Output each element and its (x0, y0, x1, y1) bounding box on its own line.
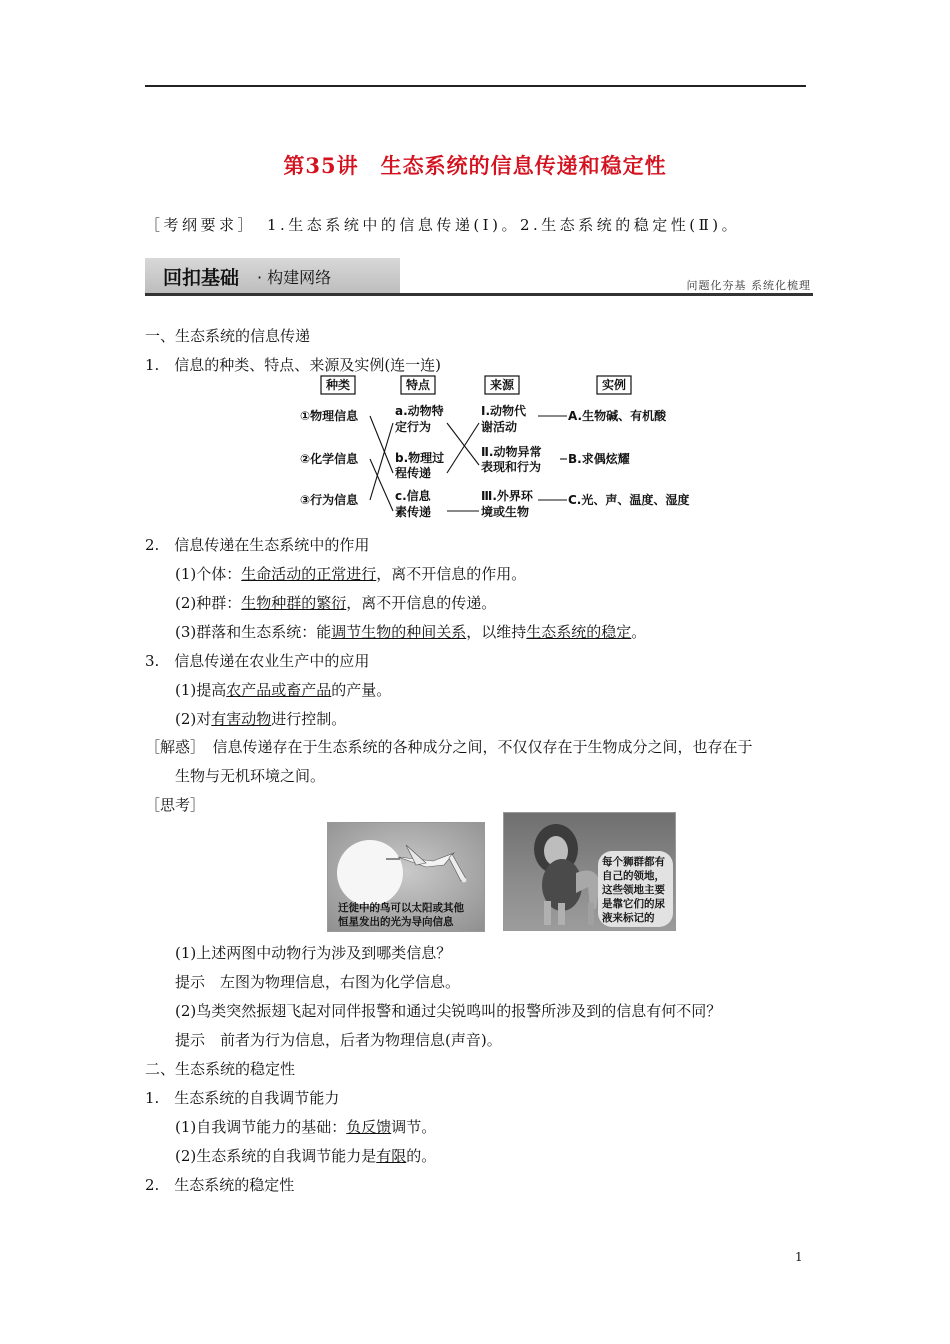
banner-subtitle: · 构建网络 (257, 268, 332, 287)
banner-tagline: 问题化夯基 系统化梳理 (686, 279, 811, 292)
page-number: 1 (795, 1250, 803, 1264)
info-type-matching-diagram (295, 373, 695, 523)
sun-icon (337, 840, 403, 906)
header-feature: 特点 (405, 378, 431, 392)
section-banner (145, 258, 813, 296)
item-2-2: 2. 生态系统的稳定性 (145, 1176, 295, 1194)
header-source: 来源 (489, 378, 515, 392)
lion-territory-image (503, 812, 676, 931)
clarification-line-2: 生物与无机环境之间。 (175, 767, 326, 785)
feature-c-2: 素传递 (395, 505, 432, 519)
section-1-heading: 一、生态系统的信息传递 (145, 327, 311, 345)
think-question-1: (1)上述两图中动物行为涉及到哪类信息？ (175, 944, 452, 962)
think-question-2: (2)鸟类突然振翅飞起对同伴报警和通过尖锐鸣叫的报警所涉及到的信息有何不同？ (175, 1002, 722, 1020)
regulation-limit: (2)生态系统的自我调节能力是有限的。 (175, 1147, 437, 1165)
think-answer-1: 提示 左图为物理信息，右图为化学信息。 (175, 973, 461, 991)
item-1-2: 2. 信息传递在生态系统中的作用 (145, 536, 370, 554)
source-2-2: 表现和行为 (481, 460, 542, 474)
feature-b-2: 程传递 (395, 466, 432, 480)
item-1-3: 3. 信息传递在农业生产中的应用 (145, 652, 370, 670)
lion-caption-5: 液来标记的 (602, 912, 655, 924)
think-answer-2: 提示 前者为行为信息，后者为物理信息(声音)。 (175, 1031, 502, 1049)
lion-caption-4: 是靠它们的尿 (602, 898, 665, 910)
feature-b-1: b.物理过 (395, 451, 445, 465)
example-b: B.求偶炫耀 (568, 452, 630, 466)
application-2: (2)对有害动物进行控制。 (175, 710, 347, 728)
clarification-line-1: ［解惑］ 信息传递存在于生态系统的各种成分之间，不仅仅存在于生物成分之间，也存在于 (145, 738, 753, 756)
application-1: (1)提高农产品或畜产品的产量。 (175, 681, 392, 699)
header-example: 实例 (601, 378, 627, 392)
type-behavioral: ③行为信息 (300, 493, 359, 507)
feature-c-1: c.信息 (395, 489, 431, 503)
type-physical: ①物理信息 (300, 409, 359, 423)
regulation-basis: (1)自我调节能力的基础：负反馈调节。 (175, 1118, 437, 1136)
role-population: (2)种群：生物种群的繁衍，离不开信息的传递。 (175, 594, 497, 612)
bird-caption-1: 迁徙中的鸟可以太阳或其他 (338, 902, 464, 914)
role-individual: (1)个体：生命活动的正常进行，离不开信息的作用。 (175, 565, 527, 583)
source-1-1: Ⅰ.动物代 (481, 404, 527, 418)
source-3-2: 境或生物 (481, 505, 530, 519)
banner-underline (145, 293, 813, 296)
think-label: ［思考］ (145, 796, 206, 814)
item-2-1: 1. 生态系统的自我调节能力 (145, 1089, 340, 1107)
item-1-1: 1. 信息的种类、特点、来源及实例(连一连) (145, 356, 442, 374)
feature-a-1: a.动物特 (395, 404, 444, 418)
page-title: 第35讲 生态系统的信息传递和稳定性 (283, 153, 667, 178)
feature-a-2: 定行为 (395, 420, 432, 434)
example-a: A.生物碱、有机酸 (568, 409, 667, 423)
section-2-heading: 二、生态系统的稳定性 (145, 1060, 296, 1078)
source-1-2: 谢活动 (481, 420, 518, 434)
syllabus-requirements: ［考纲要求］ 1.生态系统中的信息传递(Ⅰ)。2.生态系统的稳定性(Ⅱ)。 (145, 216, 741, 234)
header-type: 种类 (325, 378, 351, 392)
role-community: (3)群落和生态系统：能调节生物的种间关系，以维持生态系统的稳定。 (175, 623, 647, 641)
example-c: C.光、声、温度、湿度 (568, 493, 690, 507)
bird-migration-image (327, 822, 485, 932)
lion-caption-2: 自己的领地， (602, 870, 665, 882)
header-rule (145, 85, 806, 87)
bird-caption-2: 恒星发出的光为导向信息 (338, 916, 454, 928)
type-chemical: ②化学信息 (300, 452, 359, 466)
banner-title: 回扣基础 (163, 267, 240, 289)
lion-caption-3: 这些领地主要 (602, 884, 665, 896)
lion-caption-1: 每个狮群都有 (602, 856, 665, 868)
source-2-1: Ⅱ.动物异常 (481, 445, 542, 459)
source-3-1: Ⅲ.外界环 (481, 489, 533, 503)
